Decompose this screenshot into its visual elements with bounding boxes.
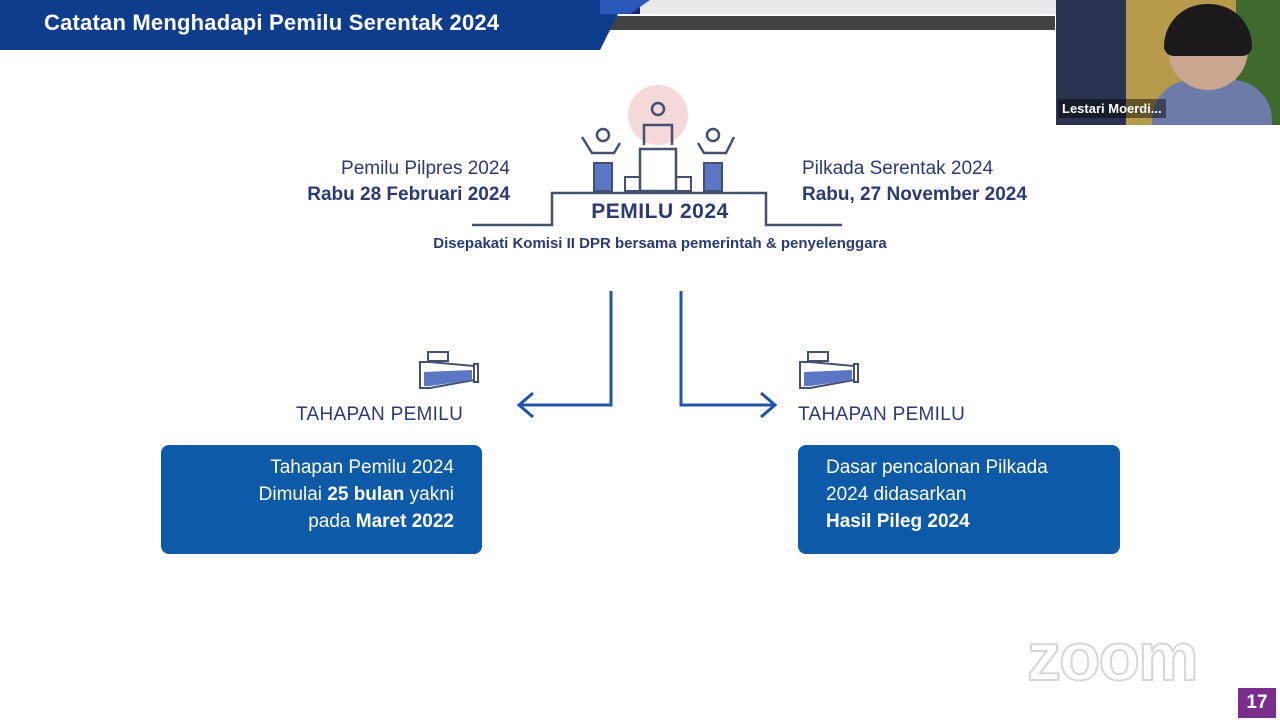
pilkada-date: Rabu, 27 November 2024	[802, 184, 1027, 205]
box-right-line1: Dasar pencalonan Pilkada	[826, 457, 1048, 478]
box-left-line1: Tahapan Pemilu 2024	[270, 457, 454, 478]
right-figure-body	[704, 163, 722, 191]
arrow-right	[681, 291, 773, 405]
text-segment: pada	[308, 511, 356, 532]
agreement-subtitle: Disepakati Komisi II DPR bersama pemerintah & penyelenggara	[433, 235, 887, 252]
left-figure-head	[597, 129, 609, 141]
box-right-line2: 2024 didasarkan	[826, 484, 967, 505]
page-number-badge: 17	[1238, 688, 1276, 718]
left-figure-body	[594, 163, 612, 191]
box-right-line3: Hasil Pileg 2024	[826, 511, 970, 532]
info-box-right	[798, 445, 1120, 554]
stage-label-left: TAHAPAN PEMILU	[296, 404, 464, 425]
step-left	[625, 177, 640, 191]
megaphone-icon	[416, 350, 480, 394]
pilkada-title: Pilkada Serentak 2024	[802, 158, 994, 179]
step-right	[676, 177, 691, 191]
slide-title: Catatan Menghadapi Pemilu Serentak 2024	[44, 10, 500, 35]
arrow-left	[521, 291, 611, 405]
text-segment: Dimulai	[258, 484, 328, 505]
flow-arrows	[505, 285, 785, 425]
text-bold-segment: Maret 2022	[355, 511, 454, 532]
top-strip-right	[640, 0, 1060, 14]
box-left-line2	[189, 481, 454, 508]
pilpres-date: Rabu 28 Februari 2024	[307, 184, 510, 205]
text-segment: yakni	[404, 484, 454, 505]
megaphone-icon	[796, 350, 860, 394]
header-band	[605, 16, 1055, 30]
podium-label: PEMILU 2024	[591, 200, 729, 223]
text-bold-segment: 25 bulan	[327, 484, 405, 505]
pilpres-title: Pemilu Pilpres 2024	[341, 158, 510, 179]
info-box-left	[161, 445, 482, 554]
box-left-line3	[189, 508, 454, 535]
participant-video-tile[interactable]	[1056, 0, 1280, 125]
zoom-watermark: zoom	[1027, 619, 1197, 695]
participant-name: Lestari Moerdi...	[1058, 99, 1166, 118]
right-figure-head	[707, 129, 719, 141]
lectern	[640, 149, 676, 191]
stage-label-right: TAHAPAN PEMILU	[798, 404, 966, 425]
